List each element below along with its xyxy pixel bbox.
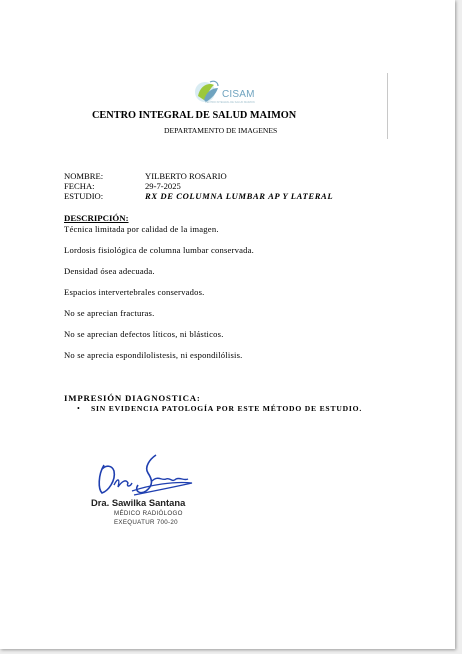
description-line: Espacios intervertebrales conservados. <box>64 287 205 297</box>
name-label: NOMBRE: <box>64 171 104 181</box>
description-title: DESCRIPCIÓN: <box>64 213 129 223</box>
header-divider <box>387 73 388 139</box>
exam-date: 29-7-2025 <box>145 181 181 191</box>
doctor-name: Dra. Sawilka Santana <box>91 497 186 508</box>
logo-tagline: CENTRO INTEGRAL DE SALUD MAIMON <box>205 101 255 104</box>
study-label: ESTUDIO: <box>64 191 104 201</box>
doctor-role: MÉDICO RADIÓLOGO <box>114 510 183 517</box>
description-line: Lordosis fisiológica de columna lumbar conservada. <box>64 245 254 255</box>
description-line: No se aprecia espondilolistesis, ni espondilólisis. <box>64 350 243 360</box>
doctor-exequatur: EXEQUATUR 700-20 <box>114 519 178 526</box>
department-name: DEPARTAMENTO DE IMAGENES <box>164 126 278 135</box>
impression-title: IMPRESIÓN DIAGNOSTICA: <box>64 393 201 403</box>
study-name: RX DE COLUMNA LUMBAR AP Y LATERAL <box>145 191 334 201</box>
impression-item: SIN EVIDENCIA PATOLOGÍA POR ESTE MÉTODO DE ESTUDIO. <box>91 404 363 413</box>
description-line: Densidad ósea adecuada. <box>64 266 155 276</box>
description-line: No se aprecian defectos líticos, ni blásticos. <box>64 329 224 339</box>
organization-name: CENTRO INTEGRAL DE SALUD MAIMON <box>92 110 297 121</box>
description-line: No se aprecian fracturas. <box>64 308 155 318</box>
description-line: Técnica limitada por calidad de la imagen. <box>64 224 219 234</box>
bullet-icon: • <box>77 404 80 413</box>
date-label: FECHA: <box>64 181 95 191</box>
patient-name: YILBERTO ROSARIO <box>145 171 227 181</box>
logo-wordmark: CISAM <box>222 89 255 100</box>
handwritten-signature <box>94 451 194 499</box>
